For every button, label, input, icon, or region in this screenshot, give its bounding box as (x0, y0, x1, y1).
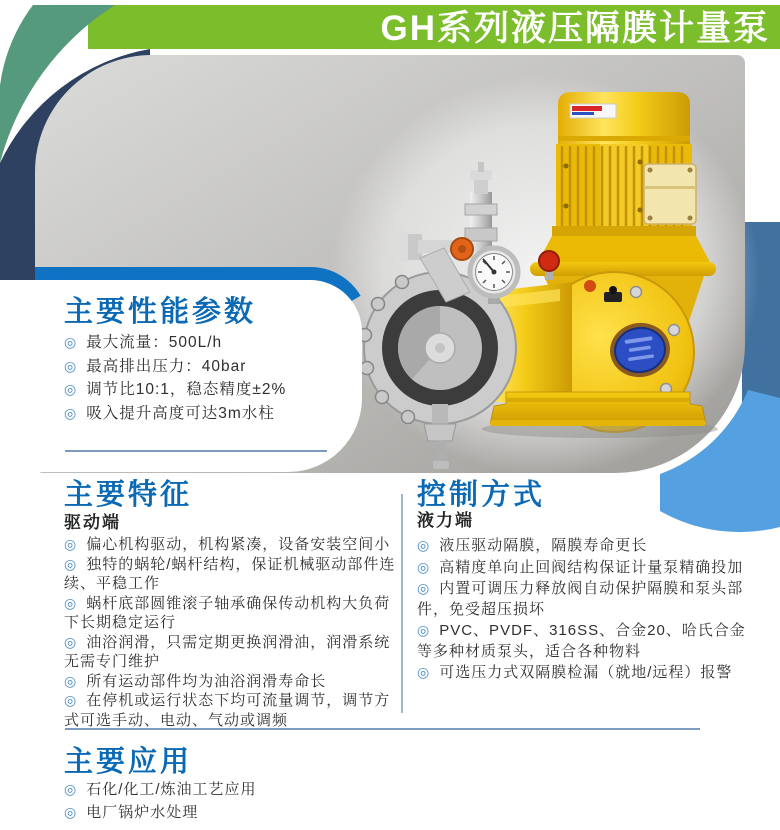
list-item: ◎ 油浴润滑，只需定期更换润滑油，润滑系统无需专门维护 (64, 633, 391, 670)
performance-list (64, 331, 394, 425)
pump-product-image (330, 75, 760, 475)
list-item: ◎ 内置可调压力释放阀自动保护隔膜和泵头部件，免受超压损坏 (417, 580, 744, 618)
list-item: ◎ 吸入提升高度可达3m水柱 (64, 404, 275, 422)
bullet-icon: ◎ (64, 672, 78, 689)
list-item: ◎ 在停机或运行状态下均可流量调节，调节方式可选手动、电动、气动或调频 (64, 692, 391, 729)
list-item: ◎ 独特的蜗轮/蜗杆结构，保证机械驱动部件连续、平稳工作 (64, 555, 396, 592)
bullet-icon: ◎ (64, 404, 78, 421)
bullet-icon: ◎ (64, 381, 78, 397)
features-list (64, 535, 400, 730)
divider-line (65, 450, 327, 452)
bullet-icon: ◎ (64, 536, 78, 552)
list-item: ◎ PVC、PVDF、316SS、合金20、哈氏合金等多种材质泵头，适合各种物料 (417, 622, 746, 660)
performance-heading: 主要性能参数 (64, 296, 257, 328)
control-subheading: 液力端 (417, 511, 474, 530)
bullet-icon: ◎ (64, 781, 78, 797)
bullet-icon: ◎ (64, 357, 78, 374)
bullet-icon: ◎ (64, 334, 78, 350)
list-item: ◎ 蜗杆底部圆锥滚子轴承确保传动机构大负荷下长期稳定运行 (64, 594, 391, 631)
list-item: ◎ 调节比10:1，稳态精度±2% (64, 381, 287, 398)
bullet-icon: ◎ (417, 664, 431, 680)
bullet-icon: ◎ (64, 555, 78, 572)
features-heading: 主要特征 (64, 479, 193, 511)
bullet-icon: ◎ (64, 804, 78, 820)
list-item: ◎ 高精度单向止回阀结构保证计量泵精确投加 (417, 558, 744, 576)
applications-list (64, 778, 464, 824)
red-valve-knob (539, 251, 559, 271)
column-divider (401, 494, 403, 713)
list-item: ◎ 所有运动部件均为油浴润滑寿命长 (64, 672, 327, 690)
list-item: ◎ 石化/化工/炼油工艺应用 (64, 781, 257, 798)
bullet-icon: ◎ (417, 622, 431, 638)
control-heading: 控制方式 (417, 479, 546, 511)
bullet-icon: ◎ (417, 580, 431, 596)
list-item: ◎ 液压驱动隔膜，隔膜寿命更长 (417, 537, 648, 554)
bullet-icon: ◎ (417, 558, 431, 575)
control-list (417, 535, 753, 684)
list-item: ◎ 最大流量：500L/h (64, 334, 223, 351)
page-title: GH系列液压隔膜计量泵 (380, 9, 770, 48)
features-subheading: 驱动端 (64, 513, 121, 532)
bullet-icon: ◎ (64, 692, 78, 708)
list-item: ◎ 最高排出压力：40bar (64, 357, 247, 375)
list-item: ◎ 电厂锅炉水处理 (64, 804, 199, 821)
motor-junction-box (644, 164, 696, 224)
pump-base (482, 392, 718, 438)
applications-heading: 主要应用 (64, 746, 193, 778)
list-item: ◎ 偏心机构驱动，机构紧凑，设备安装空间小 (64, 536, 391, 553)
bullet-icon: ◎ (64, 633, 78, 650)
list-item: ◎ 可选压力式双隔膜检漏（就地/远程）报警 (417, 664, 733, 681)
motor-label (570, 104, 616, 118)
bullet-icon: ◎ (64, 594, 78, 611)
bullet-icon: ◎ (417, 537, 431, 553)
